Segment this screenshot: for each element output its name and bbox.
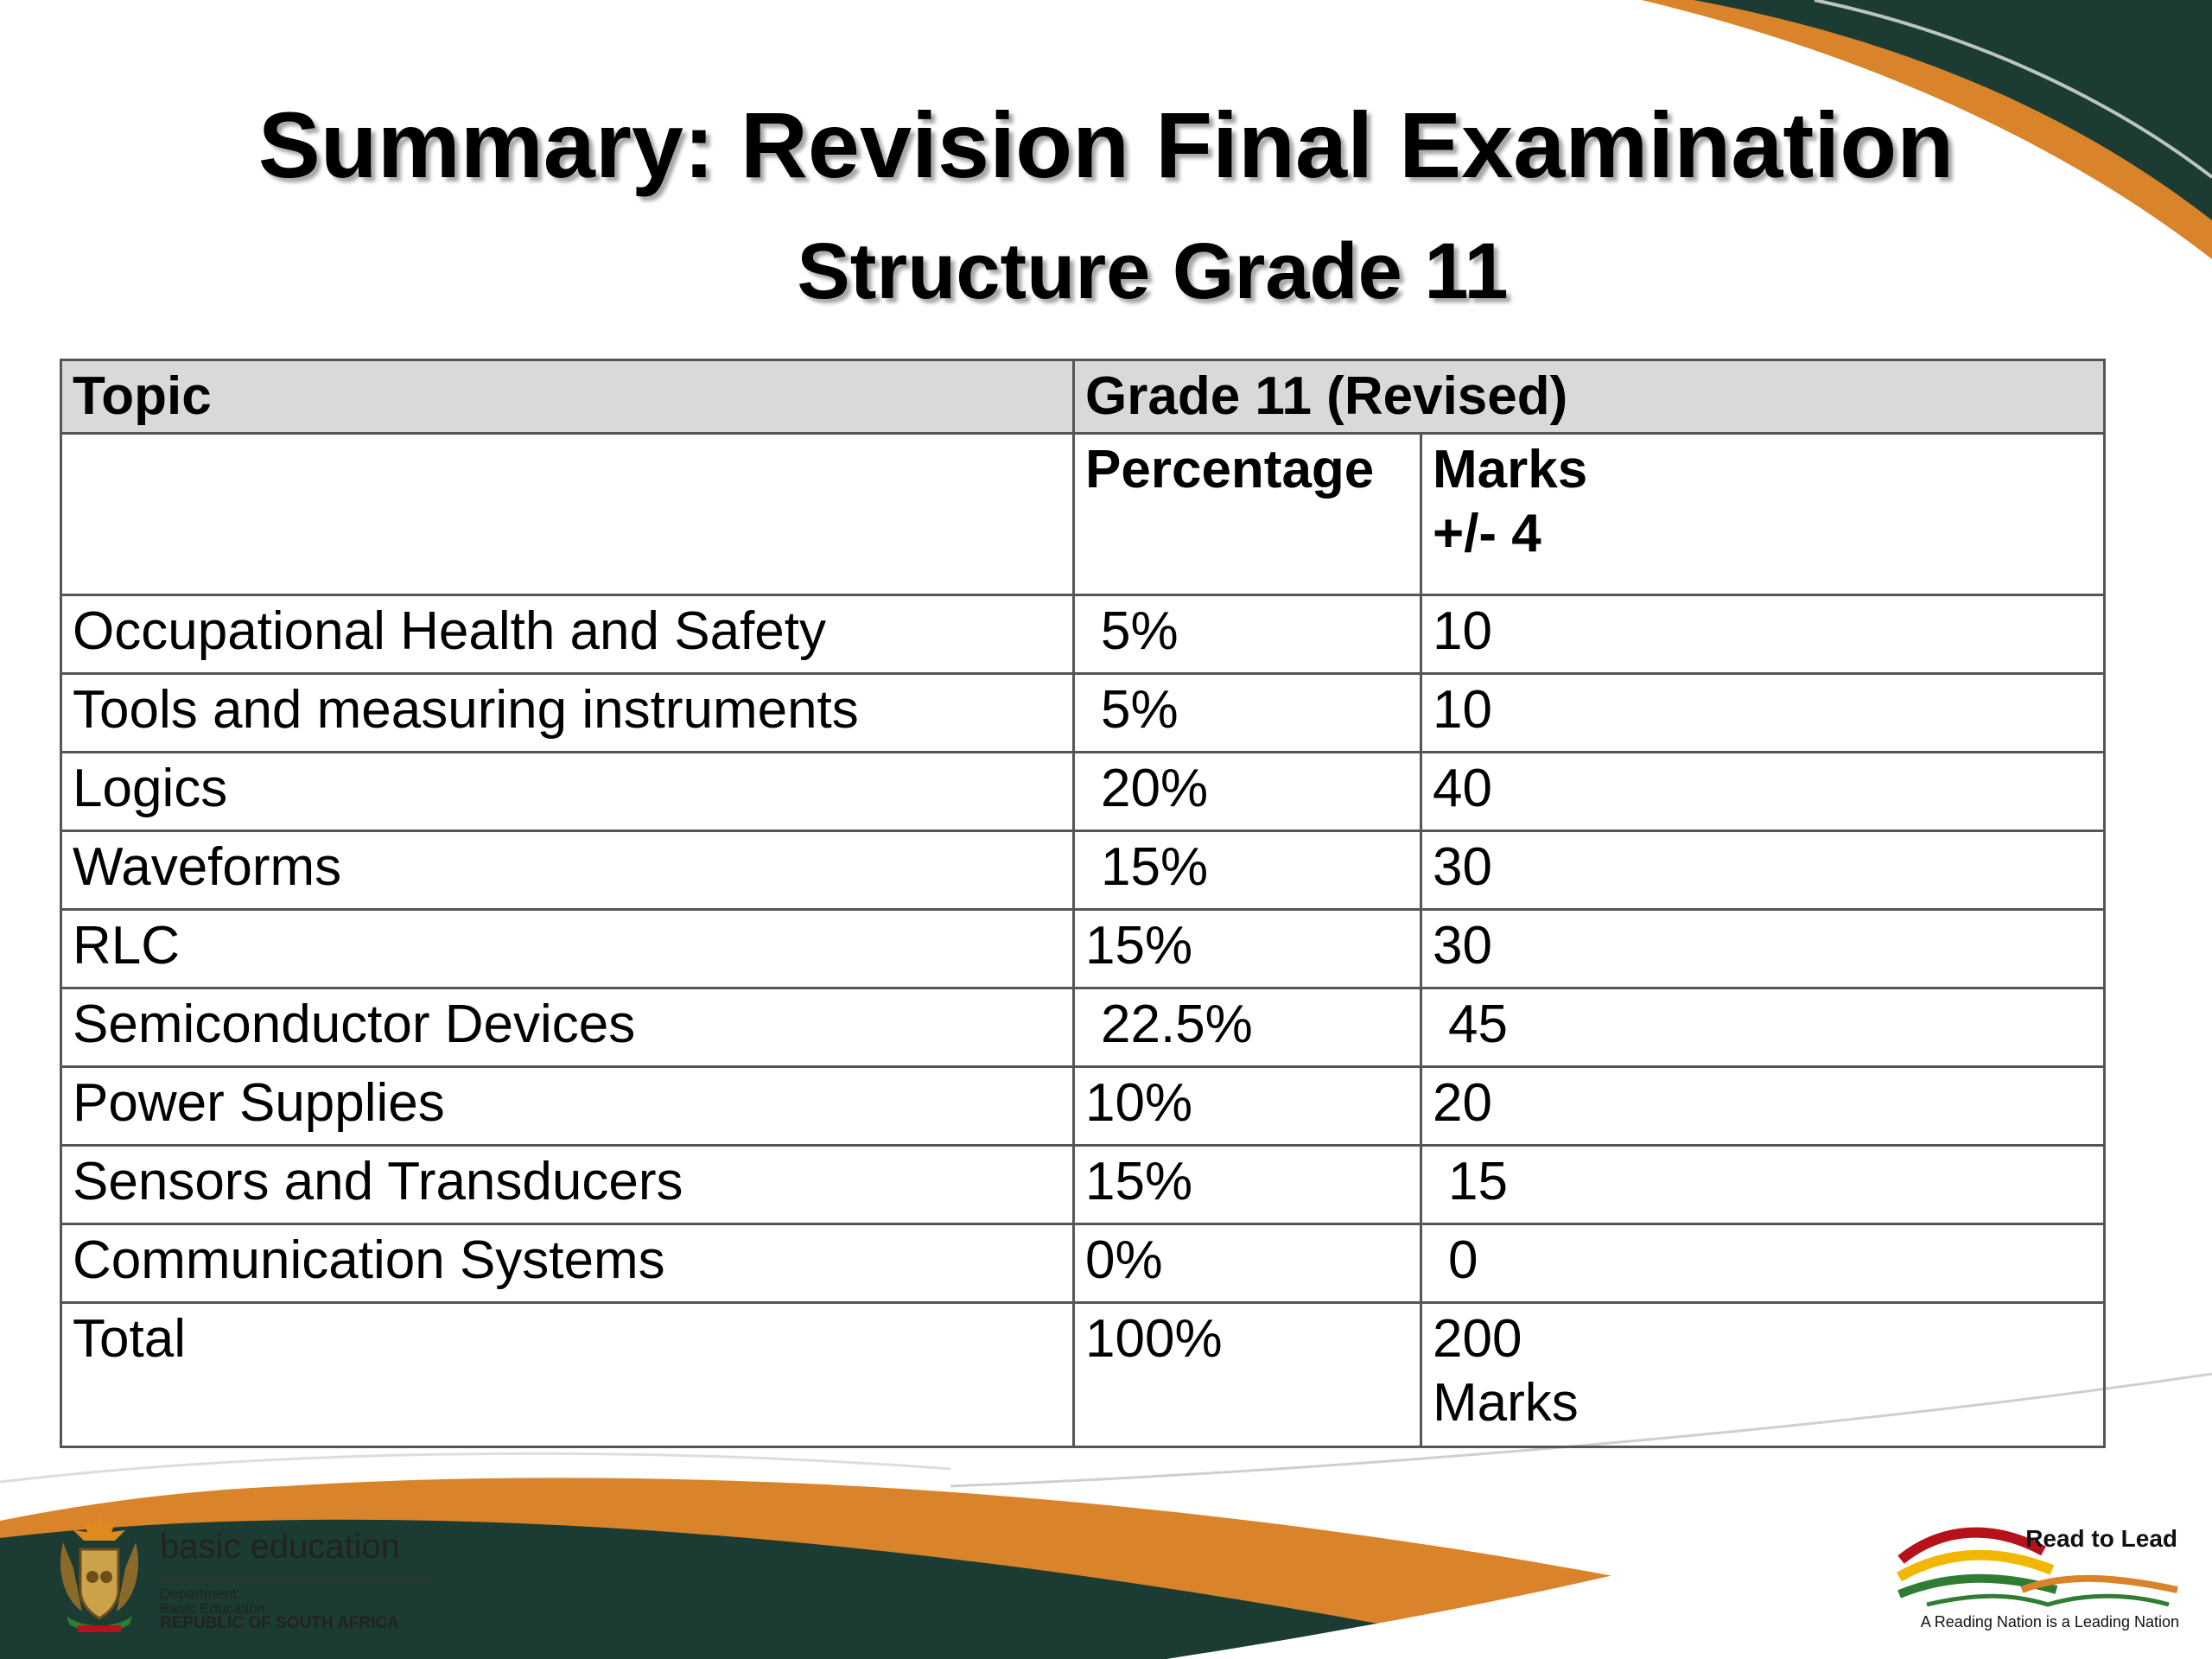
row-percentage: 10%	[1074, 1067, 1421, 1146]
row-marks: 30	[1421, 831, 2105, 910]
row-marks-value: 15	[1448, 1152, 1508, 1211]
row-topic: Communication Systems	[61, 1224, 1074, 1303]
table-row	[61, 831, 2105, 910]
row-topic: Logics	[61, 753, 1074, 831]
subheader-marks-label: Marks	[1433, 440, 1588, 499]
total-percentage: 100%	[1074, 1303, 1421, 1447]
row-marks	[1421, 988, 2105, 1067]
row-marks	[1421, 1224, 2105, 1303]
country-name: REPUBLIC OF SOUTH AFRICA	[160, 1614, 399, 1632]
row-percentage	[1074, 988, 1421, 1067]
row-topic: Waveforms	[61, 831, 1074, 910]
total-marks	[1421, 1303, 2105, 1447]
row-topic: Occupational Health and Safety	[61, 595, 1074, 674]
department-name: basic education	[160, 1528, 400, 1566]
department-label: Department:	[160, 1586, 241, 1602]
row-marks: 10	[1421, 674, 2105, 753]
row-marks-value: 45	[1448, 995, 1508, 1054]
table-header-row	[61, 360, 2105, 434]
total-marks-value: 200	[1433, 1309, 1522, 1369]
table-row	[61, 1067, 2105, 1146]
row-percentage	[1074, 831, 1421, 910]
row-marks: 10	[1421, 595, 2105, 674]
row-percentage: 15%	[1074, 1146, 1421, 1224]
exam-structure-table	[60, 359, 2106, 1448]
row-topic: Sensors and Transducers	[61, 1146, 1074, 1224]
total-label: Total	[61, 1303, 1074, 1447]
row-marks-value: 0	[1448, 1230, 1478, 1290]
row-topic: Tools and measuring instruments	[61, 674, 1074, 753]
subheader-empty	[61, 434, 1074, 595]
subheader-marks-tolerance: +/- 4	[1433, 504, 1541, 563]
header-grade: Grade 11 (Revised)	[1074, 360, 2105, 434]
page-title: Summary: Revision Final Examination	[257, 92, 1955, 197]
table-total-row	[61, 1303, 2105, 1447]
total-marks-unit: Marks	[1433, 1373, 1579, 1433]
page-subtitle: Structure Grade 11	[797, 227, 1509, 315]
row-marks: 20	[1421, 1067, 2105, 1146]
row-percentage-value: 22.5%	[1101, 995, 1253, 1054]
table-row	[61, 753, 2105, 831]
header-topic: Topic	[61, 360, 1074, 434]
row-percentage-value: 15%	[1101, 837, 1209, 897]
coat-of-arms-icon	[48, 1508, 151, 1637]
department-subname: Basic Education	[160, 1600, 265, 1617]
table-subheader-row	[61, 434, 2105, 595]
table-row	[61, 910, 2105, 988]
read-to-lead-logo	[1892, 1508, 2186, 1637]
read-to-lead-title: Read to Lead	[2025, 1525, 2177, 1552]
row-percentage-value: 5%	[1101, 601, 1179, 661]
row-marks: 40	[1421, 753, 2105, 831]
subheader-percentage: Percentage	[1074, 434, 1421, 595]
row-percentage-value: 20%	[1101, 759, 1209, 818]
table-row	[61, 988, 2105, 1067]
row-topic: RLC	[61, 910, 1074, 988]
row-topic: Power Supplies	[61, 1067, 1074, 1146]
table-row	[61, 674, 2105, 753]
table-row	[61, 1146, 2105, 1224]
row-percentage	[1074, 753, 1421, 831]
row-percentage	[1074, 595, 1421, 674]
row-percentage-value: 5%	[1101, 680, 1179, 740]
table-row	[61, 595, 2105, 674]
row-percentage: 0%	[1074, 1224, 1421, 1303]
table-row	[61, 1224, 2105, 1303]
row-percentage: 15%	[1074, 910, 1421, 988]
row-percentage	[1074, 674, 1421, 753]
logo-divider	[160, 1579, 436, 1581]
row-topic: Semiconductor Devices	[61, 988, 1074, 1067]
row-marks: 30	[1421, 910, 2105, 988]
row-marks	[1421, 1146, 2105, 1224]
subheader-marks	[1421, 434, 2105, 595]
read-to-lead-tagline: A Reading Nation is a Leading Nation	[1920, 1613, 2179, 1630]
